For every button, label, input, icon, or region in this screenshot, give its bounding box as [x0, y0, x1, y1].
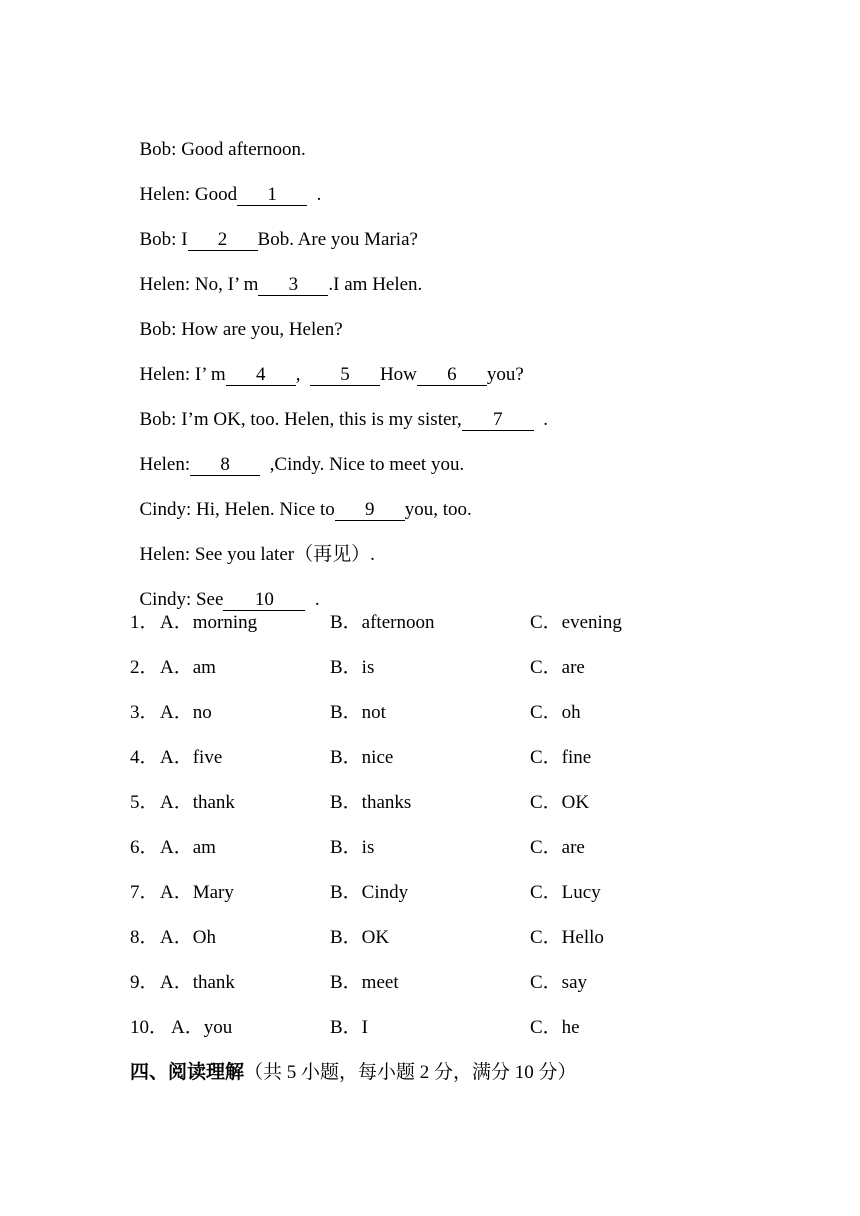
question-number: 4．	[130, 747, 159, 768]
question-number: 5．	[130, 792, 159, 813]
option-b[interactable]: B．is	[330, 837, 375, 858]
question-number: 10．	[130, 1017, 169, 1038]
question-number: 2．	[130, 657, 159, 678]
dialogue-text: See	[191, 589, 224, 610]
speaker: Cindy:	[139, 499, 192, 520]
option-b[interactable]: B．Cindy	[330, 882, 409, 903]
question-number: 3．	[130, 702, 159, 723]
dialogue-text: .	[305, 589, 320, 610]
dialogue-text: .	[533, 409, 548, 430]
option-a[interactable]: A．Mary	[160, 882, 234, 903]
speaker: Helen:	[139, 454, 191, 475]
dialogue-text: See you later（再见）.	[190, 544, 375, 565]
option-a[interactable]: A．thank	[160, 972, 235, 993]
option-a[interactable]: A．morning	[160, 612, 258, 633]
answer-blank[interactable]: 9	[335, 500, 405, 521]
option-b[interactable]: B．nice	[330, 747, 394, 768]
option-b[interactable]: B．I	[330, 1017, 369, 1038]
dialogue-line-3	[130, 207, 418, 251]
dialogue-text: .	[307, 184, 322, 205]
answer-blank[interactable]: 6	[417, 365, 487, 386]
option-a[interactable]: A．no	[160, 702, 212, 723]
section-heading	[130, 1062, 577, 1084]
option-b[interactable]: B．thanks	[330, 792, 412, 813]
speaker: Bob:	[139, 229, 177, 250]
option-c[interactable]: C．evening	[530, 612, 622, 633]
question-number: 6．	[130, 837, 159, 858]
speaker: Helen:	[139, 274, 191, 295]
option-b[interactable]: B．is	[330, 657, 375, 678]
option-c[interactable]: C．are	[530, 657, 585, 678]
answer-blank[interactable]: 4	[226, 365, 296, 386]
answer-blank[interactable]: 1	[237, 185, 307, 206]
option-a[interactable]: A．am	[160, 657, 216, 678]
option-c[interactable]: C．fine	[530, 747, 592, 768]
dialogue-line-9	[130, 477, 472, 521]
option-b[interactable]: B．OK	[330, 927, 390, 948]
answer-blank[interactable]: 10	[223, 590, 305, 611]
speaker: Bob:	[139, 139, 177, 160]
dialogue-text: I’ m	[190, 364, 226, 385]
option-a[interactable]: A．am	[160, 837, 216, 858]
section-title: 四、阅读理解	[130, 1062, 245, 1083]
option-b[interactable]: B．afternoon	[330, 612, 435, 633]
dialogue-text: you?	[486, 364, 524, 385]
dialogue-text: you, too.	[404, 499, 472, 520]
question-number: 7．	[130, 882, 159, 903]
speaker: Bob:	[139, 409, 177, 430]
dialogue-line-11	[130, 567, 320, 611]
dialogue-text: Good afternoon.	[176, 139, 306, 160]
dialogue-text: Bob. Are you Maria?	[257, 229, 418, 250]
dialogue-line-8	[130, 432, 464, 476]
option-a[interactable]: A．Oh	[160, 927, 216, 948]
answer-blank[interactable]: 8	[190, 455, 260, 476]
dialogue-text: ,	[295, 364, 310, 385]
speaker: Bob:	[139, 319, 177, 340]
dialogue-text: Hi, Helen. Nice to	[191, 499, 335, 520]
dialogue-line-7	[130, 387, 548, 431]
answer-blank[interactable]: 2	[188, 230, 258, 251]
option-c[interactable]: C．he	[530, 1017, 580, 1038]
speaker: Helen:	[139, 364, 191, 385]
option-c[interactable]: C．OK	[530, 792, 590, 813]
dialogue-text: .I am Helen.	[328, 274, 423, 295]
option-c[interactable]: C．Hello	[530, 927, 604, 948]
dialogue-line-1	[130, 117, 306, 161]
dialogue-text: Good	[190, 184, 238, 205]
speaker: Helen:	[139, 544, 191, 565]
dialogue-text: ,Cindy. Nice to meet you.	[260, 454, 465, 475]
dialogue-line-10	[130, 522, 375, 566]
option-c[interactable]: C．Lucy	[530, 882, 601, 903]
dialogue-text: I	[176, 229, 188, 250]
answer-blank[interactable]: 5	[310, 365, 380, 386]
answer-blank[interactable]: 3	[258, 275, 328, 296]
question-number: 9．	[130, 972, 159, 993]
option-c[interactable]: C．oh	[530, 702, 581, 723]
speaker: Helen:	[139, 184, 191, 205]
option-b[interactable]: B．meet	[330, 972, 399, 993]
dialogue-line-4	[130, 252, 422, 296]
option-c[interactable]: C．say	[530, 972, 588, 993]
dialogue-line-2	[130, 162, 321, 206]
question-number: 1．	[130, 612, 159, 633]
option-b[interactable]: B．not	[330, 702, 386, 723]
option-a[interactable]: A．five	[160, 747, 223, 768]
question-number: 8．	[130, 927, 159, 948]
option-c[interactable]: C．are	[530, 837, 585, 858]
dialogue-text: I’m OK, too. Helen, this is my sister,	[176, 409, 462, 430]
dialogue-line-6	[130, 342, 524, 386]
dialogue-text: No, I’ m	[190, 274, 259, 295]
option-a[interactable]: A．thank	[160, 792, 235, 813]
option-a[interactable]: A．you	[171, 1017, 233, 1038]
section-note: （共 5 小题，每小题 2 分，满分 10 分）	[244, 1062, 577, 1083]
answer-blank[interactable]: 7	[462, 410, 534, 431]
dialogue-text: How	[379, 364, 417, 385]
dialogue-text: How are you, Helen?	[176, 319, 343, 340]
speaker: Cindy:	[139, 589, 192, 610]
dialogue-line-5	[130, 297, 343, 341]
